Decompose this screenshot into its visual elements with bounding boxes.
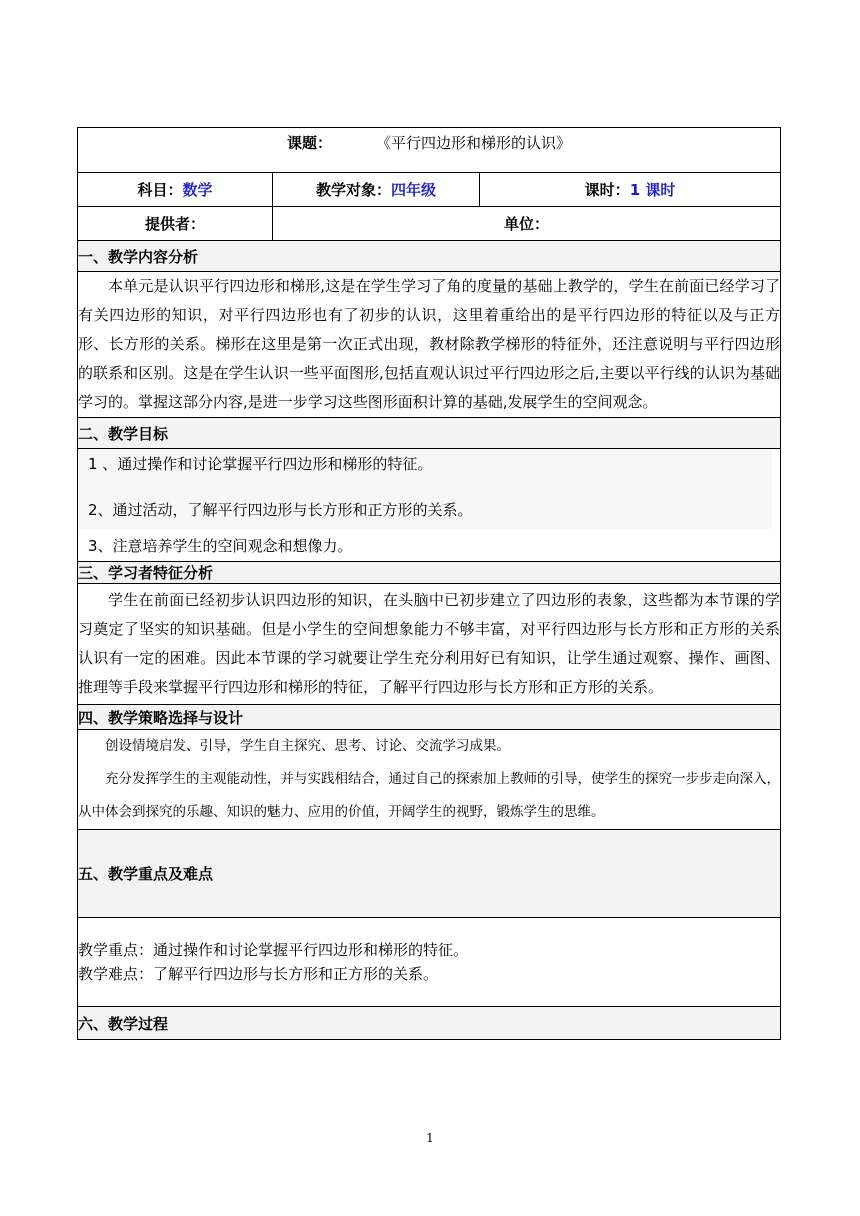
- content-analysis-text: [78, 272, 781, 418]
- section-title-2: 二、教学目标: [78, 418, 781, 449]
- section-header: [78, 705, 781, 730]
- section-header: [78, 1007, 781, 1040]
- learner-analysis-text: [78, 584, 781, 705]
- topic-value: 《平行四边形和梯形的认识》: [376, 133, 572, 152]
- unit-label: 单位：: [273, 207, 781, 241]
- content-analysis-paragraph: 本单元是认识平行四边形和梯形,这是在学生学习了角的度量的基础上教学的，学生在前面已经学习了有关四边形的知识，对平行四边形也有了初步的认识，这里着重给出的是平行四边形的特征以及与正方形、长方形的关系。梯形在这里是第一次正式出现，教材除教学梯形的特征外，还注意说明与平行四边形的联系和区别。这是在学生认识一些平面图形,包括直观认识过平行四边形之后,主要以平行线的认识为基础学习的。掌握这部分内容,是进一步学习这些图形面积计算的基础,发展学生的空间观念。: [78, 277, 781, 411]
- info-row: [78, 173, 781, 207]
- page-number: 1: [426, 1131, 434, 1145]
- strategy-paragraph-2: 充分发挥学生的主观能动性，并与实践相结合，通过自己的探索加上教师的引导，使学生的探究一步步走向深入，从中体会到探究的乐趣、知识的魅力、应用的价值，开阔学生的视野，锻炼学生的思维。: [78, 771, 780, 820]
- goals-band: [78, 449, 772, 529]
- goals-cell: [78, 449, 781, 562]
- section-body: [78, 449, 781, 562]
- section-title-4: 四、教学策略选择与设计: [78, 705, 781, 730]
- goal-2: 2、通过活动，了解平行四边形与长方形和正方形的关系。: [88, 501, 473, 519]
- period-cell: [480, 173, 781, 207]
- section-header: [78, 241, 781, 272]
- section-body: [78, 730, 781, 830]
- goal-3: 3、注意培养学生的空间观念和想像力。: [88, 537, 353, 555]
- section-header: [78, 418, 781, 449]
- audience-value: 四年级: [391, 181, 437, 199]
- key-points-cell: [78, 918, 781, 1007]
- subject-value: 数学: [182, 181, 213, 199]
- lesson-plan-table: [77, 127, 781, 1040]
- strategy-paragraph-1: 创设情境启发、引导，学生自主探究、思考、讨论、交流学习成果。: [105, 738, 510, 754]
- section-title-3: 三、学习者特征分析: [78, 562, 781, 584]
- topic-row: [78, 128, 781, 173]
- difficult-point: 教学难点：了解平行四边形与长方形和正方形的关系。: [78, 965, 439, 983]
- period-value: 1 课时: [629, 181, 676, 199]
- subject-cell: [78, 173, 273, 207]
- subject-label: 科目：: [137, 181, 183, 199]
- key-point: 教学重点：通过操作和讨论掌握平行四边形和梯形的特征。: [78, 941, 469, 959]
- audience-cell: [273, 173, 480, 207]
- section-body: [78, 584, 781, 705]
- strategy-text: [78, 730, 781, 830]
- section-title-1: 一、教学内容分析: [78, 241, 781, 272]
- provider-row: [78, 207, 781, 241]
- topic-label: 课题：: [287, 133, 333, 152]
- provider-label: 提供者：: [78, 207, 273, 241]
- period-label: 课时：: [584, 181, 630, 199]
- section-body: [78, 918, 781, 1007]
- goal-1: 1 、通过操作和讨论掌握平行四边形和梯形的特征。: [88, 455, 433, 473]
- section-title-6: 六、教学过程: [78, 1007, 781, 1040]
- learner-analysis-paragraph: 学生在前面已经初步认识四边形的知识，在头脑中已初步建立了四边形的表象，这些都为本节课的学习奠定了坚实的知识基础。但是小学生的空间想象能力不够丰富，对平行四边形与长方形和正方形的关系认识有一定的困难。因此本节课的学习就要让学生充分利用好已有知识，让学生通过观察、操作、画图、推理等手段来掌握平行四边形和梯形的特征，了解平行四边形与长方形和正方形的关系。: [78, 591, 781, 696]
- section-header: [78, 830, 781, 918]
- section-body: [78, 272, 781, 418]
- section-header: [78, 562, 781, 584]
- section-title-5: 五、教学重点及难点: [78, 830, 781, 918]
- audience-label: 教学对象：: [315, 181, 391, 199]
